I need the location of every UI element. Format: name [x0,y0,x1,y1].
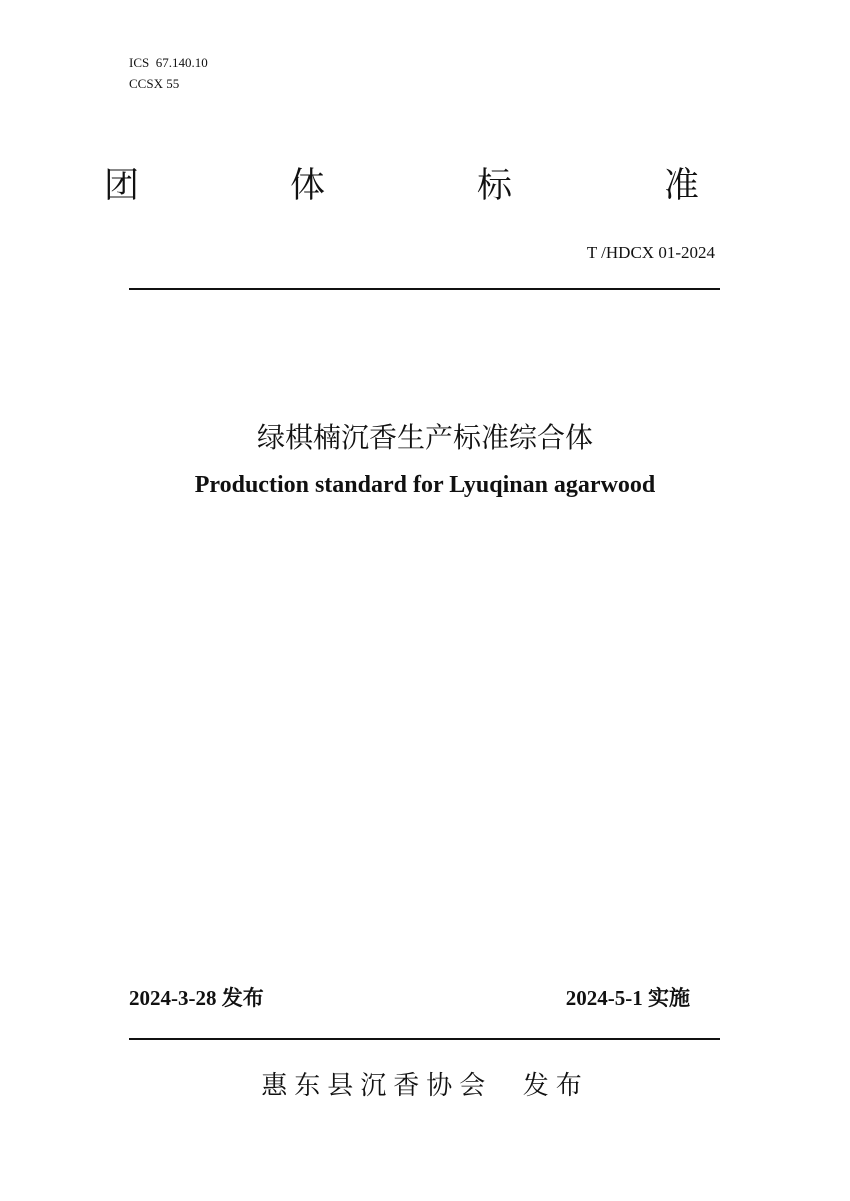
document-title-english: Production standard for Lyuqinan agarwood [194,472,656,498]
issue-date: 2024-3-28 发布 [129,986,264,1010]
document-title-chinese: 绿棋楠沉香生产标准综合体 [256,421,593,454]
ccs-code: CCSX 55 [129,76,180,91]
heading-char: 准 [664,166,700,206]
effective-date: 2024-5-1 实施 [565,986,690,1010]
ics-code: ICS 67.140.10 [129,55,208,70]
heading-char: 标 [477,166,513,206]
heading-char: 体 [290,166,326,206]
classification-codes [129,52,208,94]
heading-char: 团 [104,166,140,206]
standard-number: T /HDCX 01-2024 [586,243,715,262]
standard-type-heading [0,163,850,209]
header-divider [129,288,720,290]
footer-divider [129,1038,720,1040]
issuing-organization: 惠东县沉香协会 发布 [261,1071,589,1101]
